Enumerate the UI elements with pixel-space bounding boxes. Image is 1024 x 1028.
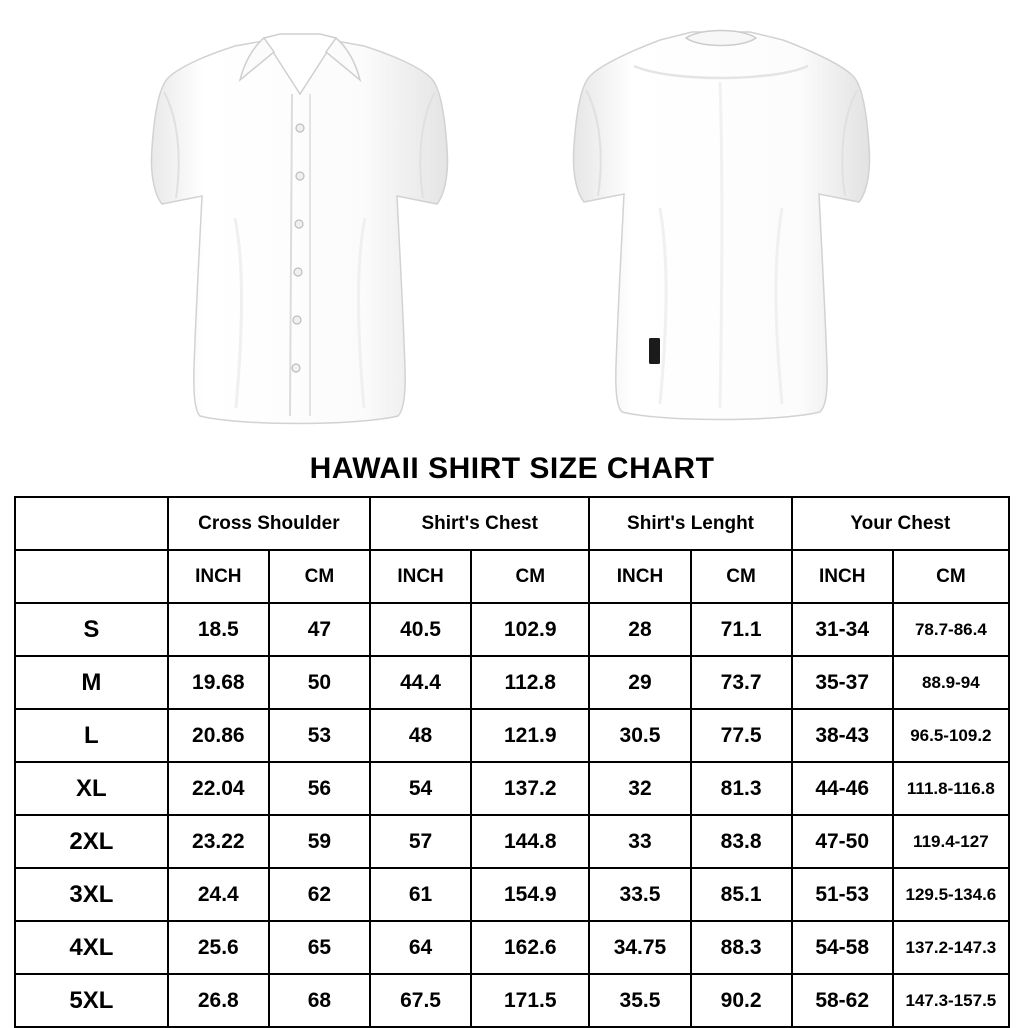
unit-corner-cell [15,550,168,603]
cell-shirts-lenght-inch: 33 [589,815,690,868]
cell-cross-shoulder-inch: 23.22 [168,815,269,868]
table-row [15,709,1009,762]
size-chart-table [14,496,1010,1028]
cell-your-chest-inch: 47-50 [792,815,893,868]
row-size-label: 2XL [15,815,168,868]
cell-cross-shoulder-inch: 19.68 [168,656,269,709]
page-title: HAWAII SHIRT SIZE CHART [309,452,715,485]
table-corner-cell [15,497,168,550]
row-size-label: M [15,656,168,709]
cell-shirts-lenght-cm: 88.3 [691,921,792,974]
cell-cross-shoulder-inch: 22.04 [168,762,269,815]
size-table-container [0,496,1024,1028]
table-row [15,762,1009,815]
cell-your-chest-cm: 119.4-127 [893,815,1009,868]
cell-shirts-lenght-inch: 33.5 [589,868,690,921]
cell-shirts-chest-cm: 121.9 [471,709,589,762]
table-unit-header-row [15,550,1009,603]
cell-shirts-lenght-cm: 85.1 [691,868,792,921]
cell-your-chest-cm: 129.5-134.6 [893,868,1009,921]
cell-cross-shoulder-inch: 25.6 [168,921,269,974]
cell-shirts-chest-cm: 137.2 [471,762,589,815]
cell-your-chest-cm: 88.9-94 [893,656,1009,709]
shirt-illustrations [0,0,1024,448]
row-size-label: 3XL [15,868,168,921]
cell-your-chest-cm: 147.3-157.5 [893,974,1009,1027]
cell-cross-shoulder-cm: 56 [269,762,370,815]
cell-your-chest-inch: 38-43 [792,709,893,762]
unit-cross-shoulder-inch: INCH [168,550,269,603]
row-size-label: L [15,709,168,762]
table-row [15,868,1009,921]
header-your-chest: Your Chest [792,497,1009,550]
table-group-header-row [15,497,1009,550]
table-row [15,656,1009,709]
header-shirts-lenght: Shirt's Lenght [589,497,791,550]
row-size-label: S [15,603,168,656]
row-size-label: 5XL [15,974,168,1027]
cell-shirts-lenght-inch: 32 [589,762,690,815]
cell-your-chest-cm: 96.5-109.2 [893,709,1009,762]
cell-shirts-chest-cm: 112.8 [471,656,589,709]
cell-shirts-chest-cm: 162.6 [471,921,589,974]
unit-shirts-chest-cm: CM [471,550,589,603]
shirt-front-image [140,8,460,438]
row-size-label: 4XL [15,921,168,974]
cell-shirts-chest-cm: 154.9 [471,868,589,921]
unit-your-chest-inch: INCH [792,550,893,603]
cell-shirts-lenght-cm: 81.3 [691,762,792,815]
cell-cross-shoulder-inch: 20.86 [168,709,269,762]
cell-shirts-chest-inch: 67.5 [370,974,471,1027]
cell-cross-shoulder-cm: 50 [269,656,370,709]
table-row [15,921,1009,974]
cell-cross-shoulder-inch: 24.4 [168,868,269,921]
cell-shirts-lenght-inch: 28 [589,603,690,656]
header-shirts-chest: Shirt's Chest [370,497,589,550]
cell-shirts-lenght-cm: 90.2 [691,974,792,1027]
cell-your-chest-cm: 78.7-86.4 [893,603,1009,656]
cell-your-chest-cm: 137.2-147.3 [893,921,1009,974]
table-row [15,603,1009,656]
cell-cross-shoulder-cm: 68 [269,974,370,1027]
cell-shirts-chest-cm: 171.5 [471,974,589,1027]
cell-shirts-chest-inch: 57 [370,815,471,868]
unit-your-chest-cm: CM [893,550,1009,603]
cell-your-chest-inch: 35-37 [792,656,893,709]
shirt-back-image [560,8,880,438]
unit-shirts-lenght-inch: INCH [589,550,690,603]
cell-your-chest-inch: 44-46 [792,762,893,815]
cell-shirts-lenght-cm: 83.8 [691,815,792,868]
unit-shirts-lenght-cm: CM [691,550,792,603]
cell-shirts-lenght-cm: 73.7 [691,656,792,709]
cell-shirts-lenght-inch: 35.5 [589,974,690,1027]
cell-shirts-lenght-inch: 30.5 [589,709,690,762]
cell-your-chest-inch: 54-58 [792,921,893,974]
cell-cross-shoulder-inch: 26.8 [168,974,269,1027]
cell-your-chest-inch: 51-53 [792,868,893,921]
cell-shirts-lenght-cm: 77.5 [691,709,792,762]
cell-shirts-chest-inch: 40.5 [370,603,471,656]
cell-cross-shoulder-cm: 53 [269,709,370,762]
unit-shirts-chest-inch: INCH [370,550,471,603]
table-row [15,974,1009,1027]
cell-cross-shoulder-cm: 59 [269,815,370,868]
cell-your-chest-inch: 58-62 [792,974,893,1027]
cell-shirts-chest-inch: 61 [370,868,471,921]
cell-shirts-chest-inch: 64 [370,921,471,974]
cell-shirts-chest-inch: 54 [370,762,471,815]
cell-shirts-chest-inch: 48 [370,709,471,762]
table-row [15,815,1009,868]
cell-cross-shoulder-inch: 18.5 [168,603,269,656]
unit-cross-shoulder-cm: CM [269,550,370,603]
cell-shirts-chest-inch: 44.4 [370,656,471,709]
row-size-label: XL [15,762,168,815]
header-cross-shoulder: Cross Shoulder [168,497,370,550]
cell-shirts-chest-cm: 144.8 [471,815,589,868]
cell-shirts-lenght-inch: 29 [589,656,690,709]
cell-your-chest-cm: 111.8-116.8 [893,762,1009,815]
cell-shirts-lenght-inch: 34.75 [589,921,690,974]
cell-cross-shoulder-cm: 62 [269,868,370,921]
cell-cross-shoulder-cm: 65 [269,921,370,974]
cell-cross-shoulder-cm: 47 [269,603,370,656]
cell-your-chest-inch: 31-34 [792,603,893,656]
cell-shirts-lenght-cm: 71.1 [691,603,792,656]
cell-shirts-chest-cm: 102.9 [471,603,589,656]
